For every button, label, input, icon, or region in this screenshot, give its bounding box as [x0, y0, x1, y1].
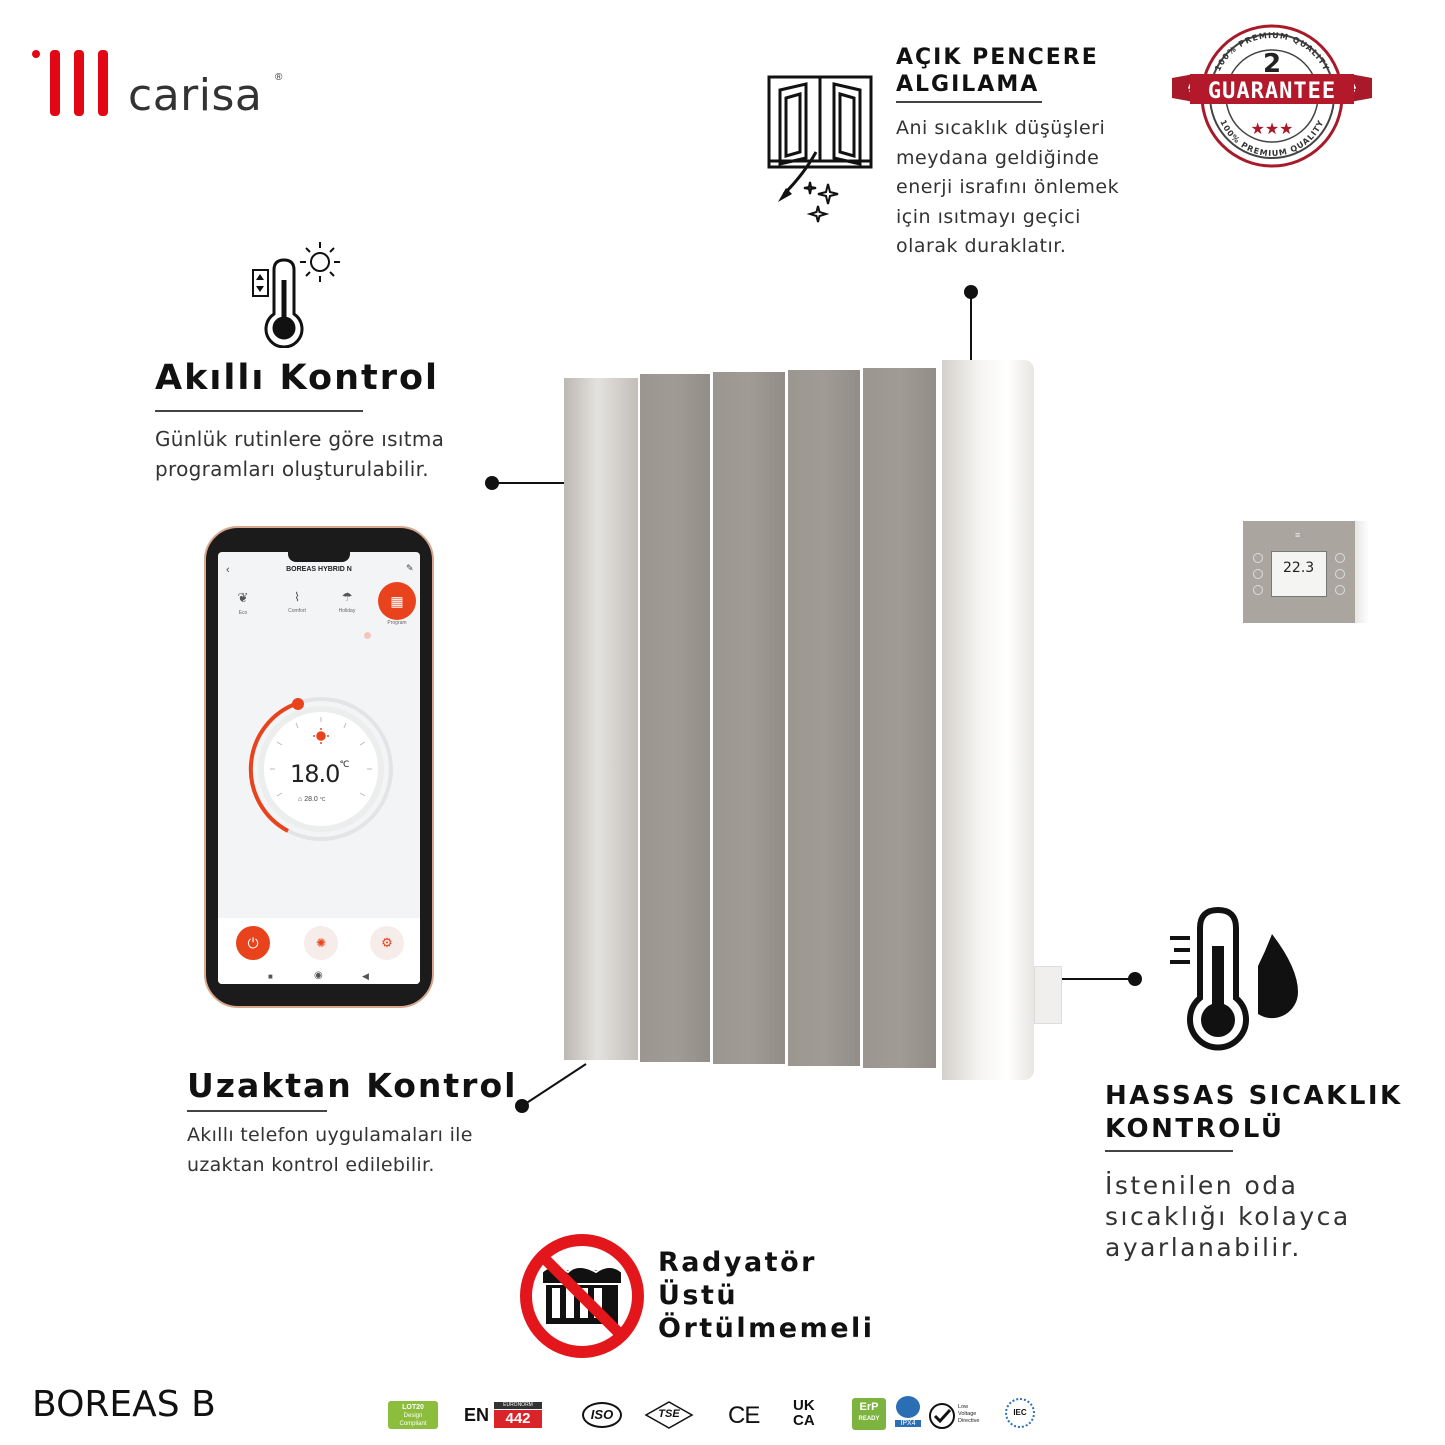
- smart-control-title: Akıllı Kontrol: [155, 358, 440, 398]
- tse-badge: [644, 1400, 694, 1430]
- smart-body-line: programları oluşturulabilir.: [155, 457, 429, 481]
- ukca-badge: [793, 1398, 815, 1428]
- thermometer-drop-icon: [1168, 906, 1300, 1054]
- precise-title-line1: HASSAS SICAKLIK: [1105, 1081, 1403, 1111]
- set-temperature: 18.0: [290, 760, 340, 788]
- badge-text: EURONORM: [494, 1402, 542, 1409]
- remote-body-line: uzaktan kontrol edilebilir.: [187, 1154, 435, 1176]
- phone-notch: [288, 552, 350, 562]
- badge-text: ErP: [859, 1401, 879, 1413]
- guarantee-years: 2: [1262, 49, 1282, 79]
- back-chevron-icon[interactable]: ‹: [226, 564, 230, 576]
- window-body-line: meydana geldiğinde: [896, 146, 1100, 169]
- window-body-line: için ısıtmayı geçici: [896, 205, 1081, 228]
- erp-badge: [852, 1398, 886, 1430]
- window-feature-title: [896, 44, 1099, 98]
- beach-umbrella-icon: ☂: [341, 590, 353, 604]
- certification-badges: [388, 1396, 1048, 1436]
- precise-title-line2: KONTROLÜ: [1105, 1114, 1285, 1144]
- iec-badge: [1000, 1396, 1040, 1434]
- svg-text:★: ★: [1180, 82, 1193, 98]
- nav-back-icon[interactable]: ◀: [362, 971, 369, 981]
- window-title-line2: ALGILAMA: [896, 72, 1040, 97]
- thermostat-display: 22.3: [1283, 560, 1315, 576]
- set-temperature-unit: °C: [339, 760, 349, 770]
- brand-name: carisa: [128, 70, 263, 121]
- guarantee-ring-top: 100% PREMIUM QUALITY: [1213, 30, 1331, 73]
- precise-control-body: [1105, 1170, 1351, 1263]
- brand-registered: ®: [275, 72, 283, 83]
- app-title: BOREAS HYBRID N: [286, 566, 352, 573]
- mode-eco[interactable]: [230, 590, 256, 616]
- brand-logo: [28, 44, 298, 124]
- smart-control-body: [155, 424, 444, 484]
- badge-text: Compliant: [399, 1421, 427, 1427]
- badge-text: IEC: [1005, 1398, 1035, 1428]
- radiator-right-end: [942, 360, 1034, 1080]
- warning-line: Radyatör: [658, 1247, 817, 1278]
- badge-text: IPX4: [895, 1420, 921, 1427]
- radiator-fin: [713, 372, 785, 1064]
- precise-body-line: İstenilen oda: [1105, 1171, 1299, 1200]
- svg-text:★: ★: [1352, 82, 1365, 98]
- badge-text: Voltage: [958, 1411, 977, 1417]
- radiator: [564, 360, 1038, 1082]
- power-icon: ⏻: [247, 935, 259, 951]
- window-title-line1: AÇIK PENCERE: [896, 45, 1099, 70]
- mode-label: Eco: [238, 610, 248, 616]
- ipx4-badge: [895, 1396, 921, 1434]
- lot20-badge: [388, 1401, 438, 1429]
- ce-badge: CE: [728, 1402, 760, 1429]
- radiator-fin: [640, 374, 710, 1062]
- remote-control-body: [187, 1120, 473, 1180]
- mode-comfort[interactable]: [282, 590, 312, 614]
- badge-text: 442: [494, 1410, 542, 1428]
- badge-text: TSE: [658, 1408, 680, 1420]
- precise-body-line: ayarlanabilir.: [1105, 1233, 1302, 1262]
- radiator-left-end: [564, 378, 638, 1060]
- precise-body-line: sıcaklığı kolayca: [1105, 1202, 1351, 1231]
- power-button[interactable]: [236, 926, 270, 960]
- en442-badge: [464, 1402, 544, 1428]
- calendar-clock-icon: ▦: [378, 582, 416, 620]
- badge-text: Low: [958, 1404, 969, 1410]
- thermometer-sun-icon: [250, 240, 345, 348]
- low-voltage-badge: [928, 1400, 992, 1432]
- remote-control-title: Uzaktan Kontrol: [187, 1066, 518, 1105]
- heat-mode-button[interactable]: [304, 926, 338, 960]
- home-icon: ⌂: [298, 796, 303, 803]
- warning-line: Örtülmemeli: [658, 1313, 875, 1344]
- settings-button[interactable]: [370, 926, 404, 960]
- badge-text: CA: [793, 1412, 815, 1429]
- smart-body-line: Günlük rutinlere göre ısıtma: [155, 427, 445, 451]
- badge-text: LOT20: [402, 1404, 424, 1411]
- badge-text: Design: [403, 1413, 423, 1419]
- mode-label: Comfort: [288, 608, 306, 614]
- edit-icon[interactable]: ✎: [406, 563, 414, 573]
- cover-warning-text: [658, 1246, 875, 1345]
- radiator-fin: [864, 368, 936, 1068]
- precise-control-title: [1105, 1080, 1403, 1146]
- badge-text: UK: [793, 1397, 815, 1414]
- badge-text: READY: [858, 1416, 880, 1422]
- nav-home-icon[interactable]: ◉: [314, 970, 323, 981]
- no-cover-icon: [518, 1232, 646, 1360]
- guarantee-seal: [1172, 22, 1372, 170]
- badge-text: Directive: [958, 1418, 980, 1424]
- window-body-line: enerji israfını önlemek: [896, 176, 1120, 198]
- window-body-line: Ani sıcaklık düşüşleri: [896, 117, 1106, 139]
- room-temperature: 28.0: [304, 796, 318, 803]
- leaf-icon: ❦: [237, 590, 249, 605]
- gear-icon: ⚙: [381, 935, 393, 950]
- smartphone: [204, 526, 434, 1008]
- mode-label: Program: [387, 620, 407, 626]
- warning-line: Üstü: [658, 1280, 739, 1311]
- window-body-line: olarak duraklatır.: [896, 235, 1067, 257]
- lounge-chair-icon: ⌇: [294, 590, 300, 604]
- phone-screen: [218, 552, 420, 984]
- radiator-control-box: [1034, 966, 1062, 1024]
- nav-square-icon[interactable]: ■: [268, 972, 273, 981]
- iso-badge: ISO: [582, 1402, 622, 1428]
- badge-text: EN: [464, 1405, 490, 1425]
- remote-body-line: Akıllı telefon uygulamaları ile: [187, 1124, 473, 1146]
- model-name: BOREAS B: [32, 1384, 216, 1425]
- open-window-icon: [766, 74, 876, 229]
- guarantee-label: GUARANTEE: [1207, 79, 1337, 104]
- guarantee-ring-bottom: 100% PREMIUM QUALITY: [1218, 118, 1326, 159]
- mode-program[interactable]: [378, 582, 416, 626]
- brand-logo-mark: [28, 44, 108, 119]
- radiator-fin: [788, 370, 860, 1066]
- window-feature-body: [896, 114, 1119, 262]
- heat-icon: ✺: [315, 936, 327, 950]
- mode-holiday[interactable]: [332, 590, 362, 614]
- svg-text:★★★: ★★★: [1250, 119, 1294, 138]
- mode-label: Holiday: [338, 608, 356, 614]
- room-temperature-unit: °C: [319, 797, 326, 803]
- wall-thermostat: ≡ 22.3: [1243, 521, 1369, 623]
